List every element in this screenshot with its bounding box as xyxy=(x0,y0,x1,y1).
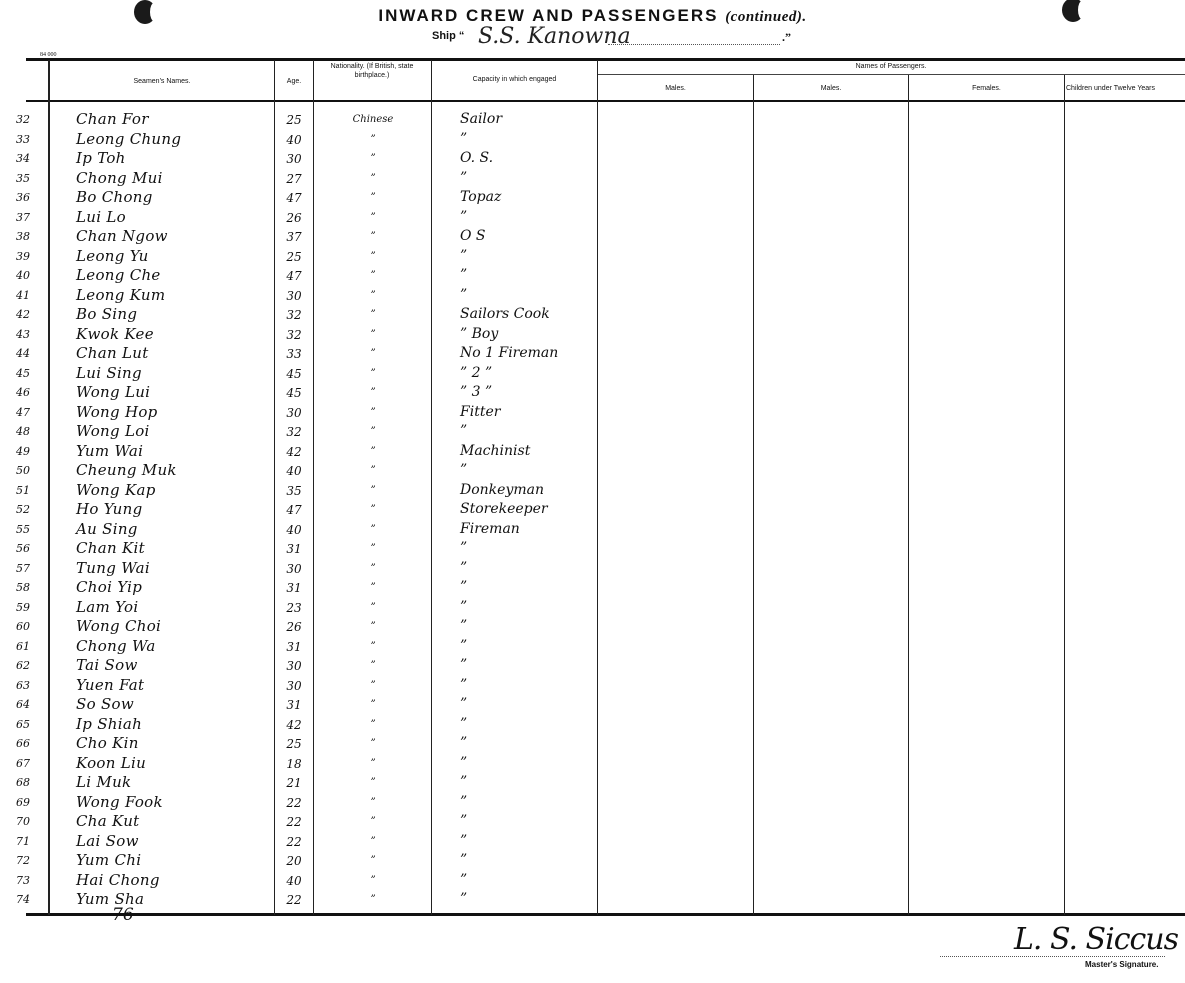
row-number: 70 xyxy=(16,815,30,828)
row-number: 47 xyxy=(16,405,30,419)
seaman-nationality: ” xyxy=(370,543,376,554)
seaman-capacity: ” xyxy=(460,754,468,771)
col-header-seamen-names: Seamen's Names. xyxy=(133,78,191,85)
seaman-capacity: ” xyxy=(460,267,468,283)
seaman-nationality: ” xyxy=(370,465,376,476)
seaman-nationality: ” xyxy=(370,153,376,164)
seaman-age: 23 xyxy=(286,600,302,615)
seaman-capacity: ” xyxy=(460,871,468,888)
seaman-name: Wong Choi xyxy=(76,617,162,635)
seaman-capacity: ” xyxy=(460,891,468,907)
seaman-name: Leong Chung xyxy=(76,129,182,148)
seaman-age: 25 xyxy=(286,737,302,751)
seaman-age: 47 xyxy=(286,191,302,205)
col-divider-number xyxy=(48,60,50,915)
seaman-capacity: ” 3 ” xyxy=(460,384,493,400)
seaman-age: 21 xyxy=(286,776,302,790)
form-number: 84 000 xyxy=(40,52,57,58)
seaman-name: Yum Sha xyxy=(76,890,145,908)
seaman-name: Choi Yip xyxy=(76,578,143,596)
seaman-nationality: ” xyxy=(370,738,376,749)
seaman-capacity: ” 2 ” xyxy=(460,364,493,381)
seaman-name: Cha Kut xyxy=(76,812,140,830)
seaman-name: Bo Sing xyxy=(76,305,138,323)
seaman-name: Yum Wai xyxy=(76,441,144,460)
seaman-nationality: ” xyxy=(370,172,376,184)
seaman-capacity: Machinist xyxy=(460,442,531,459)
row-number: 66 xyxy=(16,737,30,750)
passengers-subheader-rule xyxy=(597,74,1185,75)
seaman-age: 30 xyxy=(286,288,302,303)
seaman-name: Wong Fook xyxy=(76,792,163,811)
page-title xyxy=(0,6,1185,26)
row-number: 52 xyxy=(16,503,30,516)
seaman-age: 40 xyxy=(286,464,302,478)
seaman-nationality: ” xyxy=(370,621,376,632)
row-number: 32 xyxy=(16,113,30,126)
seaman-nationality: ” xyxy=(370,523,376,535)
seaman-name: Kwok Kee xyxy=(76,324,154,343)
seaman-age: 32 xyxy=(286,327,302,342)
seaman-nationality: ” xyxy=(370,211,376,223)
row-number: 61 xyxy=(16,639,30,653)
seaman-nationality: ” xyxy=(370,640,376,652)
seaman-name: Ho Yung xyxy=(76,500,143,518)
row-number: 45 xyxy=(16,366,30,380)
row-number: 72 xyxy=(16,854,30,867)
row-number: 58 xyxy=(16,581,30,594)
seaman-capacity: ” xyxy=(460,793,468,810)
seaman-name: Wong Lui xyxy=(76,383,151,401)
seaman-name: Chong Wa xyxy=(76,636,156,655)
seaman-age: 42 xyxy=(286,717,302,732)
ship-name-underline xyxy=(608,44,780,45)
seaman-age: 25 xyxy=(286,113,302,127)
seaman-nationality: ” xyxy=(370,484,376,496)
col-divider-males-1 xyxy=(753,75,754,915)
seaman-name: Ip Toh xyxy=(76,149,126,167)
row-number: 68 xyxy=(16,776,30,789)
seaman-nationality: ” xyxy=(370,387,376,398)
seaman-age: 30 xyxy=(286,678,302,693)
seaman-nationality: ” xyxy=(370,445,376,457)
seaman-name: Chan Lut xyxy=(76,344,149,362)
seaman-nationality: ” xyxy=(370,718,376,730)
seaman-nationality: ” xyxy=(370,679,376,691)
header-bottom-rule xyxy=(26,100,1185,102)
row-number: 39 xyxy=(16,249,30,263)
seaman-age: 47 xyxy=(286,503,302,517)
col-header-females: Females. xyxy=(972,85,1001,92)
seaman-age: 30 xyxy=(286,561,302,576)
seaman-name: Yuen Fat xyxy=(76,675,145,694)
seaman-capacity: ” xyxy=(460,813,468,829)
crew-total: 76 xyxy=(112,905,134,925)
seaman-age: 22 xyxy=(286,815,302,829)
seaman-nationality: ” xyxy=(370,504,376,515)
seaman-capacity: ” xyxy=(460,540,468,556)
seaman-age: 47 xyxy=(286,269,302,283)
seaman-name: Cho Kin xyxy=(76,734,139,752)
seaman-name: Chan Ngow xyxy=(76,227,168,245)
row-number: 49 xyxy=(16,444,30,458)
seaman-nationality: Chinese xyxy=(352,114,394,125)
seaman-capacity: No 1 Fireman xyxy=(460,345,559,361)
seaman-capacity: O. S. xyxy=(460,150,494,166)
seaman-age: 40 xyxy=(286,522,302,537)
master-signature: L. S. Siccus xyxy=(1014,922,1179,957)
seaman-name: Li Muk xyxy=(76,773,132,791)
row-number: 69 xyxy=(16,795,30,809)
seaman-name: Koon Liu xyxy=(76,753,147,772)
row-number: 41 xyxy=(16,288,30,302)
seaman-capacity: ” xyxy=(460,579,468,595)
title-main: INWARD CREW AND PASSENGERS xyxy=(378,6,719,25)
col-divider-nationality xyxy=(431,60,432,915)
row-number: 46 xyxy=(16,386,30,399)
seaman-capacity: ” xyxy=(460,832,468,849)
row-number: 33 xyxy=(16,132,30,146)
seaman-age: 22 xyxy=(286,795,302,810)
col-divider-females xyxy=(1064,75,1065,915)
seaman-capacity: Sailors Cook xyxy=(460,306,550,322)
seaman-capacity: ” xyxy=(460,774,468,790)
seaman-age: 26 xyxy=(286,210,302,225)
row-number: 35 xyxy=(16,171,30,185)
row-number: 71 xyxy=(16,834,30,848)
seaman-age: 25 xyxy=(286,249,302,264)
seaman-capacity: ” xyxy=(460,462,468,478)
seaman-capacity: ” xyxy=(460,598,468,615)
seaman-age: 31 xyxy=(286,639,302,654)
col-divider-males-2 xyxy=(908,75,909,915)
seaman-name: Wong Kap xyxy=(76,480,156,499)
seaman-capacity: ” xyxy=(460,286,468,303)
seaman-nationality: ” xyxy=(370,601,376,613)
seaman-name: Leong Kum xyxy=(76,285,166,304)
seaman-name: Chan Kit xyxy=(76,539,145,557)
seaman-name: Lai Sow xyxy=(76,831,139,850)
seaman-name: Tung Wai xyxy=(76,558,150,577)
seaman-age: 30 xyxy=(286,152,302,166)
row-number: 59 xyxy=(16,600,30,614)
seaman-age: 31 xyxy=(286,581,302,595)
seaman-nationality: ” xyxy=(370,270,376,281)
row-number: 38 xyxy=(16,230,30,243)
row-number: 37 xyxy=(16,210,30,224)
seaman-nationality: ” xyxy=(370,699,376,710)
seaman-nationality: ” xyxy=(370,192,376,203)
seaman-age: 22 xyxy=(286,834,302,849)
seaman-capacity: ” xyxy=(460,130,468,147)
seaman-name: Au Sing xyxy=(76,519,138,538)
seaman-nationality: ” xyxy=(370,348,376,359)
row-number: 40 xyxy=(16,269,30,282)
row-number: 56 xyxy=(16,542,30,555)
seaman-nationality: ” xyxy=(370,894,376,905)
col-header-children: Children under Twelve Years xyxy=(1066,85,1155,92)
seaman-age: 30 xyxy=(286,659,302,673)
row-number: 48 xyxy=(16,425,30,438)
seaman-name: Hai Chong xyxy=(76,870,160,889)
seaman-nationality: ” xyxy=(370,816,376,827)
row-number: 43 xyxy=(16,327,30,341)
seaman-name: So Sow xyxy=(76,695,135,713)
seaman-capacity: Fireman xyxy=(460,520,520,537)
row-number: 63 xyxy=(16,678,30,692)
seaman-nationality: ” xyxy=(370,562,376,574)
seaman-nationality: ” xyxy=(370,777,376,788)
row-number: 74 xyxy=(16,893,30,906)
seaman-age: 45 xyxy=(286,366,302,381)
col-header-passengers: Names of Passengers. xyxy=(855,63,927,70)
row-number: 50 xyxy=(16,464,30,477)
seaman-capacity: ” xyxy=(460,637,468,654)
seaman-age: 31 xyxy=(286,698,302,712)
seaman-name: Cheung Muk xyxy=(76,461,177,479)
col-header-males-2: Males. xyxy=(820,85,842,92)
col-divider-age xyxy=(313,60,314,915)
signature-label: Master's Signature. xyxy=(1085,960,1159,969)
row-number: 62 xyxy=(16,659,30,672)
seaman-nationality: ” xyxy=(370,660,376,671)
seaman-nationality: ” xyxy=(370,250,376,262)
table-top-rule xyxy=(26,58,1185,61)
seaman-name: Leong Che xyxy=(76,266,161,284)
row-number: 73 xyxy=(16,873,30,887)
seaman-age: 35 xyxy=(286,483,302,498)
seaman-name: Leong Yu xyxy=(76,246,149,265)
seaman-age: 42 xyxy=(286,444,302,459)
col-header-age: Age. xyxy=(286,78,302,85)
seaman-name: Lui Sing xyxy=(76,363,142,382)
seaman-name: Tai Sow xyxy=(76,656,138,674)
seaman-nationality: ” xyxy=(370,328,376,340)
seaman-age: 32 xyxy=(286,425,302,439)
seaman-capacity: ” xyxy=(460,423,468,439)
seaman-age: 26 xyxy=(286,620,302,634)
seaman-capacity: ” xyxy=(460,676,468,693)
seaman-capacity: ” xyxy=(460,735,468,751)
title-suffix: (continued). xyxy=(725,9,807,25)
seaman-capacity: ” xyxy=(460,559,468,576)
seaman-nationality: ” xyxy=(370,406,376,418)
seaman-nationality: ” xyxy=(370,367,376,379)
table-bottom-rule xyxy=(26,913,1185,916)
row-number: 51 xyxy=(16,483,30,497)
seaman-capacity: ” xyxy=(460,169,468,186)
seaman-capacity: ” xyxy=(460,657,468,673)
col-header-nationality: Nationality. (If British, state birthplace.) xyxy=(330,63,414,79)
col-header-males-1: Males. xyxy=(665,85,686,92)
row-number: 65 xyxy=(16,717,30,731)
seaman-capacity: Donkeyman xyxy=(460,481,544,498)
ship-name: S.S. Kanowna xyxy=(478,24,631,49)
seaman-nationality: ” xyxy=(370,874,376,886)
seaman-nationality: ” xyxy=(370,231,376,242)
signature-line xyxy=(940,956,1165,957)
ship-suffix: .” xyxy=(782,30,791,44)
row-number: 36 xyxy=(16,191,30,204)
seaman-name: Lam Yoi xyxy=(76,597,139,616)
seaman-name: Wong Loi xyxy=(76,422,150,440)
seaman-age: 31 xyxy=(286,542,302,556)
seaman-capacity: ” xyxy=(460,247,468,264)
row-number: 67 xyxy=(16,756,30,770)
seaman-nationality: ” xyxy=(370,835,376,847)
seaman-age: 27 xyxy=(286,171,302,186)
seaman-age: 40 xyxy=(286,873,302,888)
seaman-capacity: ” xyxy=(460,618,468,634)
seaman-capacity: ” xyxy=(460,696,468,712)
seaman-age: 18 xyxy=(286,756,302,771)
ship-label: Ship “ xyxy=(432,30,465,42)
row-number: 57 xyxy=(16,561,30,575)
seaman-age: 33 xyxy=(286,347,302,361)
seaman-capacity: Fitter xyxy=(460,403,501,420)
seaman-name: Bo Chong xyxy=(76,188,153,206)
seaman-age: 37 xyxy=(286,230,302,244)
row-number: 60 xyxy=(16,620,30,633)
seaman-nationality: ” xyxy=(370,757,376,769)
seaman-name: Lui Lo xyxy=(76,207,126,226)
seaman-age: 45 xyxy=(286,386,302,400)
col-header-capacity: Capacity in which engaged xyxy=(472,76,557,83)
seaman-capacity: ” Boy xyxy=(460,325,499,342)
seaman-nationality: ” xyxy=(370,582,376,593)
seaman-nationality: ” xyxy=(370,426,376,437)
row-number: 64 xyxy=(16,698,30,711)
col-divider-name xyxy=(274,60,275,915)
seaman-capacity: ” xyxy=(460,208,468,225)
seaman-capacity: O S xyxy=(460,228,486,244)
seaman-capacity: Storekeeper xyxy=(460,501,548,517)
seaman-name: Chong Mui xyxy=(76,168,163,187)
seaman-age: 20 xyxy=(286,854,302,868)
row-number: 42 xyxy=(16,308,30,321)
seaman-name: Ip Shiah xyxy=(76,714,143,733)
seaman-nationality: ” xyxy=(370,289,376,301)
seaman-name: Wong Hop xyxy=(76,402,158,421)
seaman-age: 40 xyxy=(286,132,302,147)
seaman-age: 32 xyxy=(286,308,302,322)
seaman-capacity: Topaz xyxy=(460,189,502,205)
seaman-capacity: ” xyxy=(460,852,468,868)
seaman-name: Yum Chi xyxy=(76,851,142,869)
seaman-age: 30 xyxy=(286,405,302,420)
seaman-name: Chan For xyxy=(76,110,149,128)
row-number: 55 xyxy=(16,522,30,536)
seaman-capacity: Sailor xyxy=(460,111,503,127)
seaman-nationality: ” xyxy=(370,309,376,320)
row-number: 34 xyxy=(16,152,30,165)
seaman-age: 22 xyxy=(286,893,302,907)
seaman-nationality: ” xyxy=(370,133,376,145)
seaman-nationality: ” xyxy=(370,796,376,808)
row-number: 44 xyxy=(16,347,30,360)
seaman-nationality: ” xyxy=(370,855,376,866)
seaman-capacity: ” xyxy=(460,715,468,732)
